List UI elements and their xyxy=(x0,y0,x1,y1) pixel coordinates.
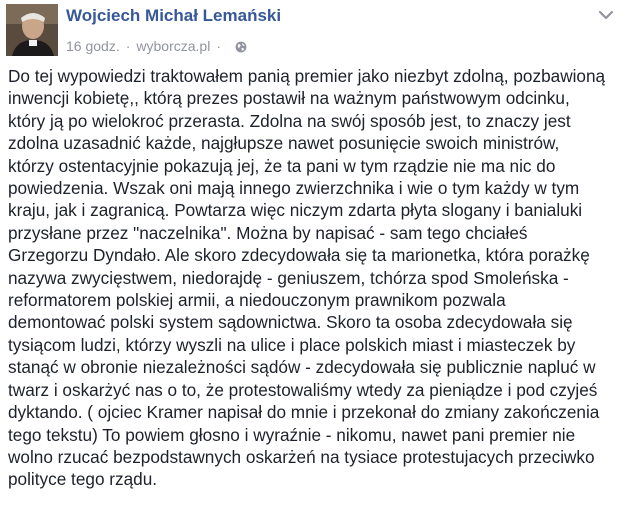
post-header xyxy=(6,4,618,58)
chevron-down-icon[interactable] xyxy=(598,8,614,20)
post-body-text: Do tej wypowiedzi traktowałem panią premier jako niezbyt zdolną, pozbawioną inwencji kobietę,, którą prezes postawił na ważnym państwowym odcinku, który ją po wielokroć przerasta. Zdolna na swój sposób jest, to znaczy jest zdolna uzasadnić każde, najgłupsze nawet posunięcie swoich ministrów, którzy ostentacyjnie pokazują jej, że ta pani w tym rządzie nie ma nic do powiedzenia. Wszak oni mają innego zwierzchnika i wie o tym każdy w tym kraju, jak i zagranicą. Powtarza więc niczym zdarta płyta slogany i banialuki przysłane przez "naczelnika". Można by napisać - sam tego chciałeś Grzegorzu Dyndało. Ale skoro zdecydowała się ta marionetka, która porażkę nazywa zwycięstwem, niedorajdę - geniuszem, tchórza spod Smoleńska - reformatorem polskiej armii, a niedouczonym prawnikom pozwala demontować polski system sądownictwa. Skoro ta osoba zdecydowała się tysiącom ludzi, którzy wyszli na ulice i place polskich miast i miasteczek by stanąć w obronie niezależności sądów - zdecydowała się publicznie napluć w twarz i oskarżyć nas o to, że protestowaliśmy wtedy za pieniądze i pod czyjeś dyktando. ( ojciec Kramer napisał do mnie i przekonał do zmiany zakończenia tego tekstu) To powiem głosno i wyraźnie - nikomu, nawet pani premier nie wolno rzucać bezpodstawnych oskarżeń na tysiace protestujacych przeciwko polityce tego rządu. xyxy=(8,66,606,490)
post-meta xyxy=(66,38,247,54)
globe-icon[interactable] xyxy=(235,40,247,52)
post-source[interactable]: wyborcza.pl xyxy=(136,38,211,54)
meta-separator-2: · xyxy=(216,38,221,54)
avatar-photo xyxy=(6,4,58,56)
author-avatar[interactable] xyxy=(6,4,58,56)
author-name[interactable]: Wojciech Michał Lemański xyxy=(66,6,282,25)
meta-separator: · xyxy=(125,38,131,54)
post-timestamp[interactable]: 16 godz. xyxy=(66,38,120,54)
